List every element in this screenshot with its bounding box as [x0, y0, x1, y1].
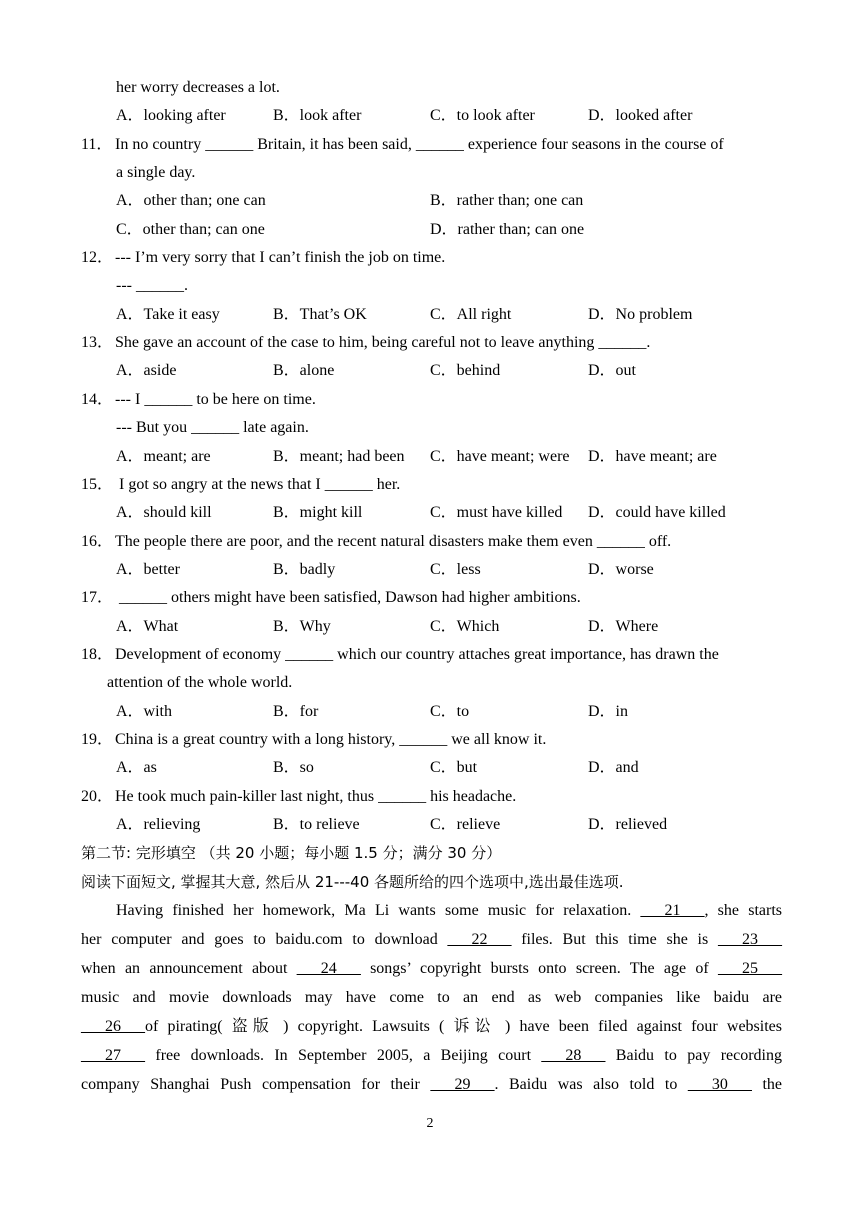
q15-option-c: C．must have killed: [430, 504, 563, 521]
q16-option-b: B．badly: [273, 561, 336, 578]
q17-option-c: C．Which: [430, 618, 500, 635]
question-13: [81, 333, 650, 353]
passage-line-5: [81, 1017, 782, 1037]
q11-option-d: D．rather than; can one: [430, 221, 585, 238]
q10-option-a: A．looking after: [116, 107, 226, 124]
question-15: [81, 475, 400, 495]
cloze-blank-28: ___28___: [541, 1047, 606, 1064]
passage-line-6: [81, 1046, 782, 1066]
q15-option-b: B．might kill: [273, 504, 363, 521]
passage-text: Having finished her homework, Ma Li wants some music for relaxation.: [116, 902, 641, 919]
question-number: 15．: [81, 476, 114, 493]
q12-option-c: C．All right: [430, 306, 512, 323]
question-number: 14．: [81, 391, 114, 408]
passage-text: , she starts: [704, 902, 782, 919]
q20-option-c: C．relieve: [430, 816, 501, 833]
question-18-cont: attention of the whole world.: [107, 674, 293, 691]
question-text: The people there are poor, and the recent natural disasters make them even ______ off.: [115, 533, 672, 550]
q11-option-c: C．other than; can one: [116, 221, 265, 238]
question-number: 13．: [81, 334, 114, 351]
cloze-blank-22: ___22___: [447, 931, 512, 948]
q13-option-d: D．out: [588, 362, 637, 379]
q18-option-b: B．for: [273, 703, 319, 720]
q19-option-a: A．as: [116, 759, 157, 776]
q19-option-d: D．and: [588, 759, 639, 776]
passage-text: of pirating( 盗版 ) copyright. Lawsuits ( 诉讼 ) have been filed against four websites: [145, 1018, 782, 1035]
passage-line-1: [116, 901, 782, 921]
q11-option-a: A．other than; one can: [116, 192, 266, 209]
cloze-blank-23: ___23___: [718, 931, 782, 948]
question-text: In no country ______ Britain, it has been said, ______ experience four seasons in the course of: [115, 136, 724, 153]
q15-option-a: A．should kill: [116, 504, 212, 521]
question-text: She gave an account of the case to him, being careful not to leave anything ______.: [115, 334, 651, 351]
q20-option-a: A．relieving: [116, 816, 201, 833]
q16-option-a: A．better: [116, 561, 180, 578]
question-11-cont: a single day.: [116, 164, 196, 181]
q14-option-a: A．meant; are: [116, 448, 211, 465]
question-19: [81, 730, 546, 750]
passage-text: Baidu to pay recording: [605, 1047, 782, 1064]
question-10-tail: her worry decreases a lot.: [116, 79, 280, 96]
passage-text: the: [751, 1076, 783, 1093]
q19-option-b: B．so: [273, 759, 314, 776]
question-text: --- I’m very sorry that I can’t finish the job on time.: [115, 249, 446, 266]
q12-option-b: B．That’s OK: [273, 306, 367, 323]
q13-option-a: A．aside: [116, 362, 177, 379]
passage-line-2: [81, 930, 782, 950]
question-text: --- I ______ to be here on time.: [115, 391, 316, 408]
q18-option-d: D．in: [588, 703, 629, 720]
passage-text: music and movie downloads may have come to an end as web companies like baidu are: [81, 989, 782, 1006]
question-text: I got so angry at the news that I ______ her.: [115, 476, 401, 493]
passage-text: files. But this time she is: [511, 931, 718, 948]
q14-option-d: D．have meant; are: [588, 448, 717, 465]
q16-option-d: D．worse: [588, 561, 654, 578]
q16-option-c: C．less: [430, 561, 481, 578]
q20-option-d: D．relieved: [588, 816, 668, 833]
question-text: He took much pain-killer last night, thus ______ his headache.: [115, 788, 517, 805]
q14-option-c: C．have meant; were: [430, 448, 570, 465]
q17-option-d: D．Where: [588, 618, 659, 635]
q13-option-c: C．behind: [430, 362, 501, 379]
q17-option-b: B．Why: [273, 618, 331, 635]
q12-option-d: D．No problem: [588, 306, 693, 323]
question-number: 16．: [81, 533, 114, 550]
passage-text: songs’ copyright bursts onto screen. The age of: [360, 960, 718, 977]
section-instruction: 阅读下面短文, 掌握其大意, 然后从 21---40 各题所给的四个选项中,选出最佳选项.: [81, 873, 624, 891]
question-number: 11．: [81, 136, 113, 153]
question-20: [81, 787, 516, 807]
q15-option-d: D．could have killed: [588, 504, 726, 521]
cloze-blank-29: ___29___: [430, 1076, 495, 1093]
question-number: 12．: [81, 249, 114, 266]
question-11: [81, 135, 724, 155]
question-text: Development of economy ______ which our country attaches great importance, has drawn the: [115, 646, 719, 663]
cloze-blank-26: ___26___: [81, 1018, 145, 1035]
q20-option-b: B．to relieve: [273, 816, 360, 833]
q10-option-b: B．look after: [273, 107, 362, 124]
passage-text: free downloads. In September 2005, a Beijing court: [145, 1047, 542, 1064]
cloze-blank-25: ___25___: [718, 960, 782, 977]
passage-line-4: [81, 988, 782, 1008]
q17-option-a: A．What: [116, 618, 179, 635]
cloze-blank-30: ___30___: [687, 1076, 752, 1093]
q12-option-a: A．Take it easy: [116, 306, 220, 323]
passage-text: her computer and goes to baidu.com to download: [81, 931, 448, 948]
question-16: [81, 532, 671, 552]
q10-option-c: C．to look after: [430, 107, 535, 124]
question-14: [81, 390, 316, 410]
question-number: 20．: [81, 788, 114, 805]
question-12-cont: --- ______.: [116, 277, 188, 294]
section-heading: 第二节: 完形填空 （共 20 小题；每小题 1.5 分；满分 30 分）: [81, 844, 502, 862]
question-number: 18．: [81, 646, 114, 663]
question-18: [81, 645, 719, 665]
cloze-blank-21: ___21___: [640, 902, 705, 919]
cloze-blank-24: ___24___: [296, 960, 361, 977]
q18-option-c: C．to: [430, 703, 470, 720]
cloze-blank-27: ___27___: [81, 1047, 145, 1064]
page-number: 2: [426, 1116, 434, 1131]
passage-text: . Baidu was also told to: [494, 1076, 688, 1093]
q19-option-c: C．but: [430, 759, 478, 776]
q10-option-d: D．looked after: [588, 107, 693, 124]
question-12: [81, 248, 445, 268]
q13-option-b: B．alone: [273, 362, 335, 379]
question-text: China is a great country with a long history, ______ we all know it.: [115, 731, 547, 748]
passage-line-3: [81, 959, 782, 979]
q14-option-b: B．meant; had been: [273, 448, 405, 465]
question-17: [81, 588, 581, 608]
question-14-cont: --- But you ______ late again.: [116, 419, 309, 436]
passage-text: when an announcement about: [81, 960, 297, 977]
passage-line-7: [81, 1075, 782, 1095]
passage-text: company Shanghai Push compensation for their: [81, 1076, 431, 1093]
question-text: ______ others might have been satisfied, Dawson had higher ambitions.: [115, 589, 581, 606]
q18-option-a: A．with: [116, 703, 173, 720]
q11-option-b: B．rather than; one can: [430, 192, 584, 209]
question-number: 17．: [81, 589, 114, 606]
question-number: 19．: [81, 731, 114, 748]
